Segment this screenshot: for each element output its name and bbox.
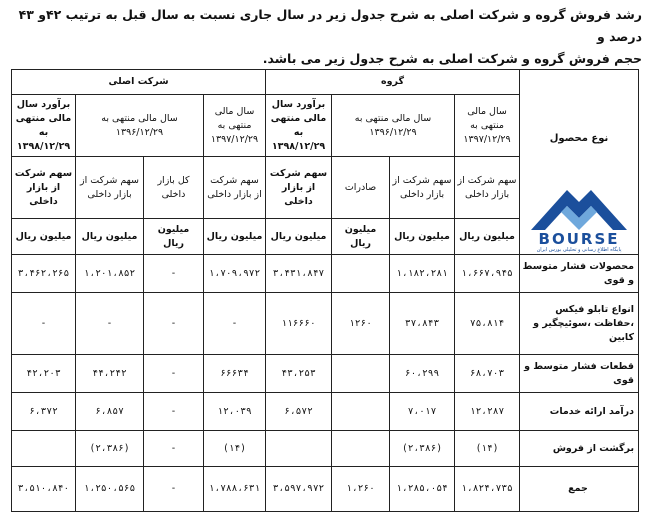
value-cell: ۴۲،۲۰۳ bbox=[12, 355, 76, 393]
value-cell: ۳،۴۶۲،۲۶۵ bbox=[12, 255, 76, 293]
value-cell: ۳،۴۳۱،۸۴۷ bbox=[266, 255, 332, 293]
product-name: قطعات فشار متوسط و قوی bbox=[520, 355, 639, 393]
value-cell: ۱۱۶۶۶۰ bbox=[266, 293, 332, 355]
value-cell: ۳،۵۱۰،۸۴۰ bbox=[12, 467, 76, 512]
company-fy1396-header: سال مالی منتهی به ۱۳۹۶/۱۲/۲۹ bbox=[76, 95, 204, 157]
value-cell: ۳۷،۸۴۳ bbox=[390, 293, 455, 355]
g96-exports-subheader: صادرات bbox=[332, 157, 390, 219]
table-row bbox=[12, 255, 639, 293]
value-cell: ۱،۷۰۹،۹۷۲ bbox=[204, 255, 266, 293]
value-cell: (۱۴) bbox=[204, 431, 266, 467]
value-cell: ۶۸،۷۰۳ bbox=[455, 355, 520, 393]
value-cell: - bbox=[144, 355, 204, 393]
value-cell: - bbox=[204, 293, 266, 355]
bourse-logo-icon bbox=[527, 184, 631, 232]
value-cell: ۱،۸۲۴،۷۳۵ bbox=[455, 467, 520, 512]
intro-line-2: حجم فروش گروه و شرکت اصلی به شرح جدول زیر می باشد. bbox=[262, 51, 642, 66]
product-name: محصولات فشار متوسط و قوی bbox=[520, 255, 639, 293]
value-cell: ۱۲،۰۳۹ bbox=[204, 393, 266, 431]
c96-total-subheader: کل بازار داخلی bbox=[144, 157, 204, 219]
company-fy1397-header: سال مالی منتهی به ۱۳۹۷/۱۲/۲۹ bbox=[204, 95, 266, 157]
value-cell: ۱،۲۰۱،۸۵۲ bbox=[76, 255, 144, 293]
value-cell: ۷۵،۸۱۴ bbox=[455, 293, 520, 355]
unit-cell: میلیون ریال bbox=[390, 219, 455, 255]
value-cell: - bbox=[76, 293, 144, 355]
value-cell: ۷،۰۱۷ bbox=[390, 393, 455, 431]
value-cell: - bbox=[12, 293, 76, 355]
value-cell bbox=[332, 255, 390, 293]
product-name: جمع bbox=[520, 467, 639, 512]
product-name: برگشت از فروش bbox=[520, 431, 639, 467]
value-cell: ۳،۵۹۷،۹۷۲ bbox=[266, 467, 332, 512]
unit-cell: میلیون ریال bbox=[204, 219, 266, 255]
product-header: نوع محصول bbox=[549, 133, 609, 144]
value-cell: ۱،۶۶۷،۹۴۵ bbox=[455, 255, 520, 293]
unit-cell: میلیون ریال bbox=[144, 219, 204, 255]
unit-cell: میلیون ریال bbox=[76, 219, 144, 255]
value-cell: ۴۳،۲۵۳ bbox=[266, 355, 332, 393]
g97-subheader: سهم شرکت از بازار داخلی bbox=[455, 157, 520, 219]
value-cell: ۱۲،۲۸۷ bbox=[455, 393, 520, 431]
unit-cell: میلیون ریال bbox=[455, 219, 520, 255]
product-header-cell bbox=[520, 70, 639, 255]
sales-table bbox=[11, 69, 639, 512]
value-cell: (۲،۳۸۶) bbox=[390, 431, 455, 467]
group-fy1397-header: سال مالی منتهی به ۱۳۹۷/۱۲/۲۹ bbox=[455, 95, 520, 157]
intro-paragraph bbox=[14, 4, 642, 70]
value-cell: ۶،۳۷۲ bbox=[12, 393, 76, 431]
table-row bbox=[12, 431, 639, 467]
table-row bbox=[12, 393, 639, 431]
value-cell: ۱،۲۶۰ bbox=[332, 467, 390, 512]
value-cell: ۴۴،۲۴۲ bbox=[76, 355, 144, 393]
value-cell: - bbox=[144, 467, 204, 512]
value-cell: ۱،۱۸۲،۲۸۱ bbox=[390, 255, 455, 293]
product-name: درآمد ارائه خدمات bbox=[520, 393, 639, 431]
value-cell: ۶۶۶۳۴ bbox=[204, 355, 266, 393]
group-fy1396-header: سال مالی منتهی به ۱۳۹۶/۱۲/۲۹ bbox=[332, 95, 455, 157]
company-header: شرکت اصلی bbox=[12, 70, 266, 95]
value-cell bbox=[332, 393, 390, 431]
c96-share-subheader: سهم شرکت از بازار داخلی bbox=[76, 157, 144, 219]
group-header: گروه bbox=[266, 70, 520, 95]
value-cell: ۶،۸۵۷ bbox=[76, 393, 144, 431]
g98-subheader: سهم شرکت از بازار داخلی bbox=[266, 157, 332, 219]
value-cell bbox=[12, 431, 76, 467]
value-cell bbox=[332, 431, 390, 467]
unit-cell: میلیون ریال bbox=[12, 219, 76, 255]
value-cell: ۶،۵۷۲ bbox=[266, 393, 332, 431]
value-cell: - bbox=[144, 293, 204, 355]
value-cell: - bbox=[144, 393, 204, 431]
table-row bbox=[12, 355, 639, 393]
value-cell: ۱۲۶۰ bbox=[332, 293, 390, 355]
intro-line-1: رشد فروش گروه و شرکت اصلی به شرح جدول زیر در سال جاری نسبت به سال قبل به ترتیب ۴۲و ۴۳ درصد و bbox=[18, 7, 642, 44]
bourse-logo bbox=[525, 184, 633, 254]
c97-subheader: سهم شرکت از بازار داخلی bbox=[204, 157, 266, 219]
table-row-total bbox=[12, 467, 639, 512]
company-est1398-header: برآورد سال مالی منتهی به ۱۳۹۸/۱۲/۲۹ bbox=[12, 95, 76, 157]
value-cell: (۱۴) bbox=[455, 431, 520, 467]
value-cell: (۲،۳۸۶) bbox=[76, 431, 144, 467]
value-cell bbox=[266, 431, 332, 467]
value-cell: ۱،۷۸۸،۶۳۱ bbox=[204, 467, 266, 512]
value-cell: ۱،۲۸۵،۰۵۴ bbox=[390, 467, 455, 512]
value-cell bbox=[332, 355, 390, 393]
value-cell: - bbox=[144, 431, 204, 467]
logo-subtitle: پایگاه اطلاع رسانی و تحلیلی بورس ایران bbox=[536, 247, 622, 253]
unit-cell: میلیون ریال bbox=[332, 219, 390, 255]
g96-share-subheader: سهم شرکت از بازار داخلی bbox=[390, 157, 455, 219]
product-name: انواع تابلو فیکس ،حفاظت ،سوئیچگیر و کابین bbox=[520, 293, 639, 355]
table-row bbox=[12, 293, 639, 355]
unit-cell: میلیون ریال bbox=[266, 219, 332, 255]
value-cell: - bbox=[144, 255, 204, 293]
c98-subheader: سهم شرکت از بازار داخلی bbox=[12, 157, 76, 219]
group-est1398-header: برآورد سال مالی منتهی به ۱۳۹۸/۱۲/۲۹ bbox=[266, 95, 332, 157]
value-cell: ۶۰،۲۹۹ bbox=[390, 355, 455, 393]
value-cell: ۱،۲۵۰،۵۶۵ bbox=[76, 467, 144, 512]
logo-word: BOURSE bbox=[538, 230, 620, 248]
